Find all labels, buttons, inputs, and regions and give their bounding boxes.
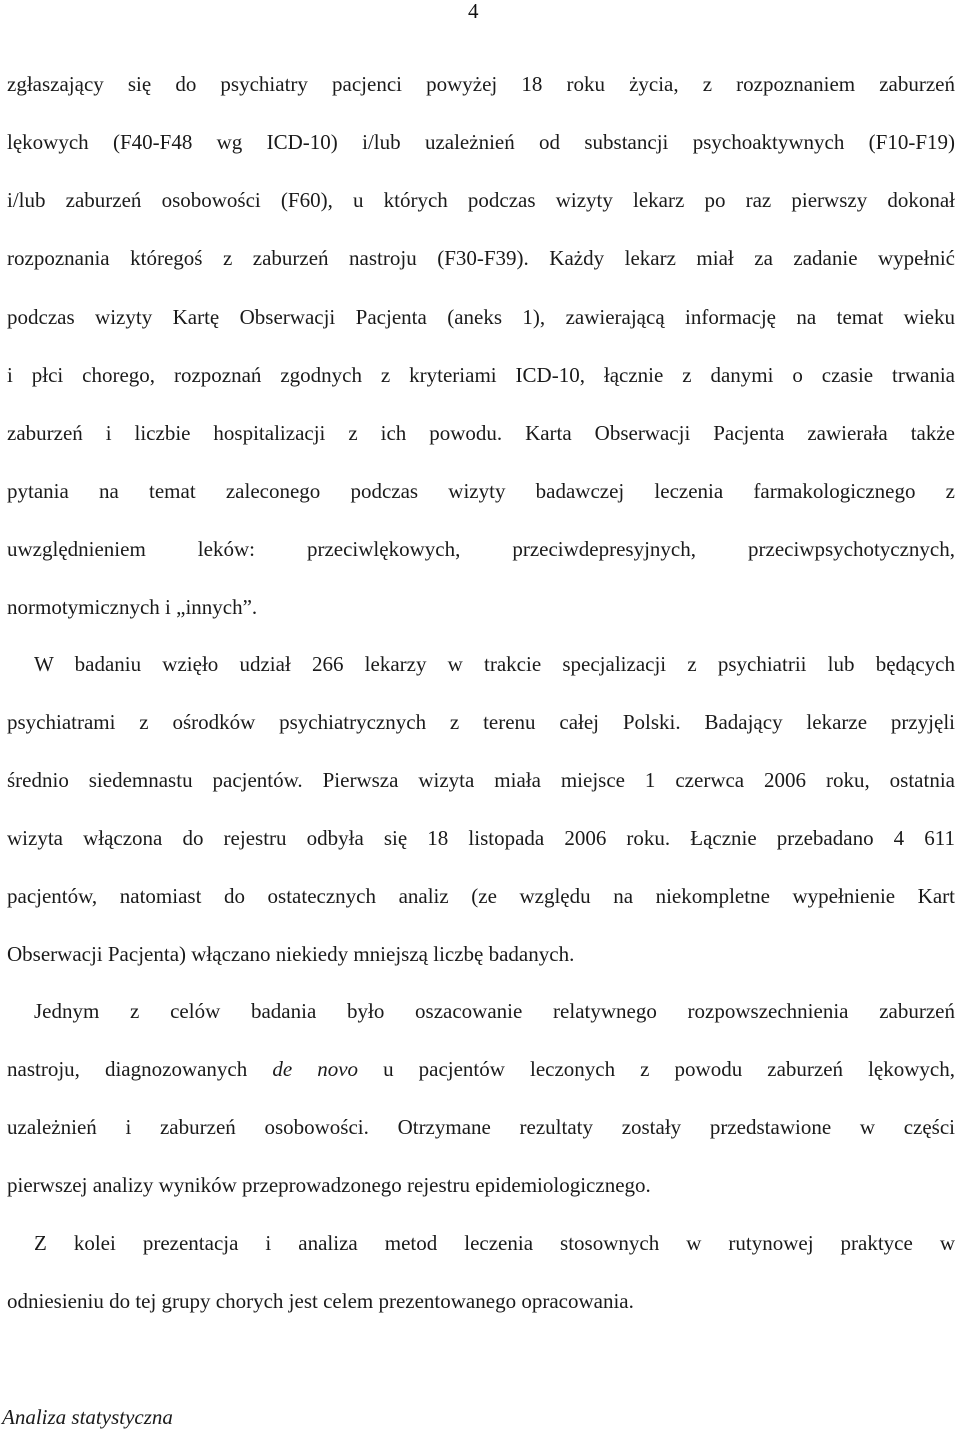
section-heading: Analiza statystyczna xyxy=(2,1405,173,1429)
text-line: zgłaszający się do psychiatry pacjenci powyżej 18 roku życia, z rozpoznaniem zaburzeń xyxy=(7,72,955,96)
text-line: lękowych (F40-F48 wg ICD-10) i/lub uzależnień od substancji psychoaktywnych (F10-F19) xyxy=(7,130,955,154)
text-segment: u pacjentów leczonych z powodu zaburzeń lękowych, xyxy=(358,1057,955,1081)
text-line: pierwszej analizy wyników przeprowadzonego rejestru epidemiologicznego. xyxy=(7,1173,651,1197)
text-line: normotymicznych i „innych”. xyxy=(7,595,258,619)
italic-term: de novo xyxy=(272,1057,359,1081)
page-number: 4 xyxy=(468,0,479,23)
text-line xyxy=(7,1057,955,1081)
text-line: uwzględnieniem leków: przeciwlękowych, przeciwdepresyjnych, przeciwpsychotycznych, xyxy=(7,537,955,561)
text-line: średnio siedemnastu pacjentów. Pierwsza wizyta miała miejsce 1 czerwca 2006 roku, ostatnia xyxy=(7,768,955,792)
text-line: Obserwacji Pacjenta) włączano niekiedy mniejszą liczbę badanych. xyxy=(7,942,575,966)
text-line: W badaniu wzięło udział 266 lekarzy w trakcie specjalizacji z psychiatrii lub będących xyxy=(34,652,955,676)
text-line: Z kolei prezentacja i analiza metod leczenia stosownych w rutynowej praktyce w xyxy=(34,1231,955,1255)
text-line: Jednym z celów badania było oszacowanie relatywnego rozpowszechnienia zaburzeń xyxy=(34,999,955,1023)
text-line: zaburzeń i liczbie hospitalizacji z ich powodu. Karta Obserwacji Pacjenta zawierała także xyxy=(7,421,955,445)
text-line: odniesieniu do tej grupy chorych jest celem prezentowanego opracowania. xyxy=(7,1289,634,1313)
text-line: psychiatrami z ośrodków psychiatrycznych z terenu całej Polski. Badający lekarze przyjęli xyxy=(7,710,955,734)
text-line: i/lub zaburzeń osobowości (F60), u których podczas wizyty lekarz po raz pierwszy dokonał xyxy=(7,188,955,212)
text-segment: nastroju, diagnozowanych xyxy=(7,1057,273,1081)
text-line: uzależnień i zaburzeń osobowości. Otrzymane rezultaty zostały przedstawione w części xyxy=(7,1115,955,1139)
text-line: wizyta włączona do rejestru odbyła się 18 listopada 2006 roku. Łącznie przebadano 4 611 xyxy=(7,826,955,850)
text-line: pytania na temat zaleconego podczas wizyty badawczej leczenia farmakologicznego z xyxy=(7,479,955,503)
text-line: i płci chorego, rozpoznań zgodnych z kryteriami ICD-10, łącznie z danymi o czasie trwania xyxy=(7,363,955,387)
text-line: pacjentów, natomiast do ostatecznych analiz (ze względu na niekompletne wypełnienie Kart xyxy=(7,884,955,908)
text-line: rozpoznania któregoś z zaburzeń nastroju (F30-F39). Każdy lekarz miał za zadanie wypełnić xyxy=(7,246,955,270)
text-line: podczas wizyty Kartę Obserwacji Pacjenta (aneks 1), zawierającą informację na temat wieku xyxy=(7,305,955,329)
